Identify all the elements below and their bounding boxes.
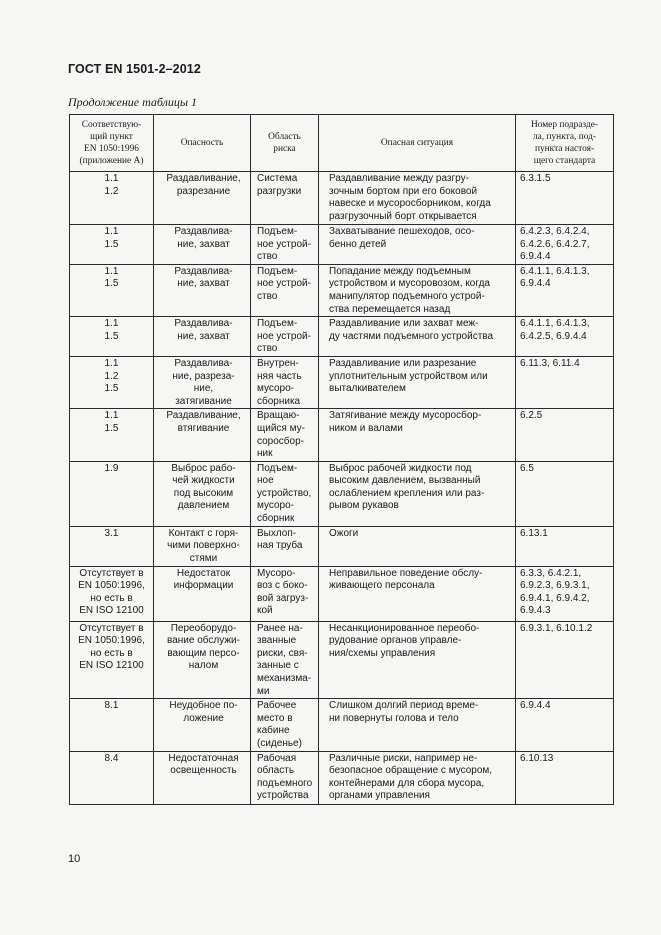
standard-ref-cell [516, 356, 614, 408]
cell-line: ная труба [257, 540, 303, 552]
document-code: ГОСТ EN 1501-2–2012 [68, 62, 201, 76]
cell-line: 1.1 [104, 173, 119, 184]
standard-ref-cell [516, 461, 614, 526]
cell-line: воз с боко- [257, 580, 308, 592]
cell-line: ное устрой- [257, 330, 311, 342]
hazard-cell [154, 699, 251, 751]
cell-line: втягивание [177, 422, 230, 434]
cell-line: 1.1 [104, 357, 119, 369]
cell-line: устройства [257, 790, 309, 802]
situation-cell [319, 172, 516, 225]
cell-line: вающим персо- [167, 647, 240, 659]
risk-zone-cell [251, 526, 319, 566]
cell-line: занные с [257, 660, 299, 672]
cell-line: Раздавливание или разрезание [329, 357, 477, 369]
hazard-cell [154, 264, 251, 316]
cell-line: ство [257, 343, 278, 355]
risk-zone-cell [251, 566, 319, 621]
cell-line: 6.3.3, 6.4.2.1, [520, 567, 582, 579]
cell-line: ни повернуты голова и тело [329, 712, 459, 724]
cell-line: устройством и мусоровозом, когда [329, 278, 490, 290]
cell-line: ное устрой- [257, 238, 311, 250]
cell-line: Выброс рабо- [171, 462, 236, 474]
cell-line: 6.9.4.3 [520, 605, 551, 617]
cell-line: Подъем- [257, 226, 298, 237]
cell-line: место в [257, 712, 293, 724]
cell-line: Мусоро- [257, 567, 296, 579]
cell-line: щего стандарта [533, 156, 596, 166]
risk-zone-cell [251, 409, 319, 461]
cell-line: сборника [257, 395, 301, 407]
hazard-cell [154, 225, 251, 265]
cell-line: устройство, [257, 487, 312, 499]
cell-line: контейнерами для сбора мусора, [329, 777, 485, 789]
cell-line: Раздавлива- [174, 318, 233, 330]
cell-line: Область [268, 132, 301, 142]
table-row [70, 566, 614, 621]
cell-line: ство [257, 290, 278, 302]
cell-line: 6.11.3, 6.11.4 [520, 357, 580, 369]
hazard-table [69, 114, 614, 805]
hazard-cell [154, 356, 251, 408]
cell-line: Неправильное поведение обслу- [329, 567, 483, 579]
standard-ref-cell [516, 699, 614, 751]
risk-zone-cell [251, 699, 319, 751]
cell-line: 3.1 [104, 527, 119, 539]
table-row [70, 526, 614, 566]
cell-line: Выброс рабочей жидкости под [329, 462, 472, 474]
cell-line: 6.2.5 [520, 410, 543, 422]
table-row [70, 621, 614, 699]
cell-line: 6.9.3.1, 6.10.1.2 [520, 622, 593, 634]
cell-line: разгрузки [257, 185, 302, 197]
cell-line: ное устрой- [257, 278, 311, 290]
risk-zone-cell [251, 225, 319, 265]
clause-cell [70, 409, 154, 461]
cell-line: Ранее на- [257, 622, 303, 634]
situation-cell [319, 356, 516, 408]
page-number: 10 [68, 853, 81, 865]
cell-line: (приложение А) [79, 156, 144, 166]
cell-line: 1.1 [104, 226, 119, 237]
cell-line: Раздавливание между разгру- [329, 173, 469, 184]
cell-line: Подъем- [257, 265, 298, 277]
cell-line: 1.5 [104, 278, 119, 290]
standard-ref-cell [516, 225, 614, 265]
clause-cell [70, 566, 154, 621]
situation-cell [319, 461, 516, 526]
cell-line: EN 1050:1996, [78, 580, 145, 592]
cell-line: затягивание [175, 395, 232, 407]
cell-line: EN ISO 12100 [79, 605, 144, 617]
clause-cell [70, 317, 154, 357]
cell-line: ник [257, 448, 273, 460]
situation-cell [319, 225, 516, 265]
cell-line: ние, захват [177, 278, 230, 290]
cell-line: мусоро- [257, 383, 295, 395]
cell-line: вой загруз- [257, 592, 309, 604]
cell-line: 6.5 [520, 462, 534, 474]
cell-line: разгрузочный борт открывается [329, 210, 477, 222]
cell-line: 6.10.13 [520, 752, 554, 764]
standard-ref-cell [516, 264, 614, 316]
hazard-cell [154, 526, 251, 566]
cell-line: Слишком долгий период време- [329, 700, 479, 712]
cell-line: Рабочая [257, 752, 297, 764]
cell-line: ми [257, 685, 270, 697]
cell-line: пункта настоя- [534, 144, 595, 154]
hazard-cell [154, 172, 251, 225]
cell-line: 8.1 [104, 700, 119, 712]
cell-line: бенно детей [329, 238, 387, 250]
cell-line: область [257, 765, 295, 777]
cell-line: ложение [183, 712, 224, 724]
header-situation [319, 115, 516, 172]
cell-line: Недостаток [176, 567, 231, 579]
cell-line: Раздавлива- [174, 226, 233, 237]
cell-line: Опасная ситуация [380, 138, 454, 148]
cell-line: ство [257, 251, 278, 263]
cell-line: 6.4.1.1, 6.4.1.3, [520, 265, 590, 277]
cell-line: высоким давлением, вызванный [329, 475, 481, 487]
clause-cell [70, 172, 154, 225]
cell-line: манипулятор подъемного устрой- [329, 290, 485, 302]
hazard-cell [154, 621, 251, 699]
situation-cell [319, 621, 516, 699]
cell-line: 6.9.4.1, 6.9.4.2, [520, 592, 590, 604]
table-header-row [70, 115, 614, 172]
cell-line: Рабочее [257, 700, 297, 712]
cell-line: Контакт с горя- [168, 527, 239, 539]
cell-line: 6.13.1 [520, 527, 548, 539]
table-row [70, 699, 614, 751]
clause-cell [70, 356, 154, 408]
situation-cell [319, 699, 516, 751]
cell-line: Номер подразде- [530, 120, 599, 130]
standard-ref-cell [516, 566, 614, 621]
cell-line: няя часть [257, 370, 302, 382]
clause-cell [70, 621, 154, 699]
cell-line: риски, свя- [257, 647, 308, 659]
cell-line: ником и валами [329, 422, 403, 434]
hazard-cell [154, 461, 251, 526]
table-row [70, 751, 614, 804]
table-row [70, 461, 614, 526]
cell-line: зочным бортом при его боковой [329, 185, 478, 197]
cell-line: 1.5 [104, 238, 119, 250]
cell-line: Раздавливание или захват меж- [329, 318, 479, 330]
cell-line: Соответствую- [81, 120, 142, 130]
cell-line: чей жидкости [172, 475, 235, 487]
cell-line: налом [188, 660, 219, 672]
situation-cell [319, 566, 516, 621]
cell-line: Система [257, 173, 298, 184]
cell-line: Несанкционированное переобо- [329, 622, 480, 634]
cell-line: 1.5 [104, 330, 119, 342]
cell-line: 6.4.2.3, 6.4.2.4, [520, 226, 590, 237]
cell-line: щийся му- [257, 422, 305, 434]
cell-line: Подъем- [257, 318, 298, 330]
cell-line: Отсутствует в [79, 622, 144, 634]
cell-line: органами управления [329, 790, 430, 802]
standard-ref-cell [516, 526, 614, 566]
cell-line: ное [257, 475, 274, 487]
cell-line: Опасность [180, 138, 224, 148]
cell-line: Раздавливание, [166, 173, 241, 184]
cell-line: но есть в [90, 592, 133, 604]
cell-line: чими поверхно- [167, 540, 240, 552]
header-zone [251, 115, 319, 172]
cell-line: Подъем- [257, 462, 298, 474]
cell-line: 6.9.2.3, 6.9.3.1, [520, 580, 590, 592]
table-row [70, 225, 614, 265]
cell-line: Затягивание между мусоросбор- [329, 410, 482, 422]
risk-zone-cell [251, 621, 319, 699]
cell-line: механизма- [257, 673, 312, 685]
cell-line: (сиденье) [257, 738, 302, 749]
risk-zone-cell [251, 751, 319, 804]
cell-line: 6.4.1.1, 6.4.1.3, [520, 318, 590, 330]
table-row [70, 172, 614, 225]
cell-line: 6.4.2.6, 6.4.2.7, [520, 238, 590, 250]
cell-line: Переоборудо- [170, 622, 237, 634]
cell-line: Неудобное по- [169, 700, 238, 712]
cell-line: Недостаточная [168, 752, 239, 764]
cell-line: разрезание [176, 185, 231, 197]
standard-ref-cell [516, 172, 614, 225]
cell-line: 6.9.4.4 [520, 251, 551, 263]
cell-line: 1.1 [104, 410, 119, 422]
situation-cell [319, 409, 516, 461]
cell-line: ния/схемы управления [329, 647, 436, 659]
header-clause [70, 115, 154, 172]
standard-ref-cell [516, 317, 614, 357]
cell-line: рудование органов управле- [329, 635, 462, 647]
clause-cell [70, 751, 154, 804]
cell-line: но есть в [90, 647, 133, 659]
cell-line: EN 1050:1996, [78, 635, 145, 647]
cell-line: ние, захват [177, 330, 230, 342]
cell-line: ние, разреза- [172, 370, 235, 382]
cell-line: 8.4 [104, 752, 119, 764]
header-hazard [154, 115, 251, 172]
cell-line: щий пункт [90, 132, 133, 142]
clause-cell [70, 699, 154, 751]
hazard-cell [154, 317, 251, 357]
cell-line: соросбор- [257, 435, 304, 447]
clause-cell [70, 225, 154, 265]
situation-cell [319, 751, 516, 804]
cell-line: званные [257, 635, 297, 647]
cell-line: давлением [177, 500, 230, 512]
cell-line: ослаблением крепления или раз- [329, 487, 485, 499]
table-row [70, 356, 614, 408]
hazard-cell [154, 409, 251, 461]
table-caption: Продолжение таблицы 1 [68, 95, 198, 109]
cell-line: выталкивателем [329, 383, 406, 395]
cell-line: 6.9.4.4 [520, 700, 551, 712]
cell-line: Захватывание пешеходов, осо- [329, 226, 475, 237]
clause-cell [70, 526, 154, 566]
cell-line: Выхлоп- [257, 527, 297, 539]
cell-line: Попадание между подъемным [329, 265, 471, 277]
cell-line: 6.4.2.5, 6.9.4.4 [520, 330, 587, 342]
cell-line: 6.9.4.4 [520, 278, 551, 290]
cell-line: рывом рукавов [329, 500, 399, 512]
cell-line: кой [257, 605, 273, 617]
risk-zone-cell [251, 461, 319, 526]
cell-line: Раздавлива- [174, 357, 233, 369]
table-row [70, 264, 614, 316]
hazard-cell [154, 566, 251, 621]
standard-ref-cell [516, 621, 614, 699]
cell-line: мусоро- [257, 500, 295, 512]
header-ref [516, 115, 614, 172]
cell-line: 1.9 [104, 462, 119, 474]
risk-zone-cell [251, 264, 319, 316]
cell-line: 1.2 [104, 185, 119, 197]
hazard-cell [154, 751, 251, 804]
cell-line: 6.3.1.5 [520, 173, 551, 184]
table-row [70, 409, 614, 461]
cell-line: риска [273, 144, 296, 154]
risk-zone-cell [251, 317, 319, 357]
cell-line: Отсутствует в [79, 567, 144, 579]
cell-line: безопасное обращение с мусором, [329, 765, 493, 777]
table-row [70, 317, 614, 357]
situation-cell [319, 526, 516, 566]
cell-line: ние, захват [177, 238, 230, 250]
clause-cell [70, 264, 154, 316]
cell-line: ла, пункта, под- [532, 132, 597, 142]
situation-cell [319, 264, 516, 316]
cell-line: подъемного [257, 777, 313, 789]
cell-line: Ожоги [329, 527, 359, 539]
risk-zone-cell [251, 172, 319, 225]
cell-line: ства перемещается назад [329, 303, 451, 315]
situation-cell [319, 317, 516, 357]
cell-line: 1.5 [104, 383, 119, 395]
cell-line: навеске и мусоросборником, когда [329, 198, 491, 210]
cell-line: ние, [193, 383, 214, 395]
cell-line: Раздавлива- [174, 265, 233, 277]
cell-line: 1.2 [104, 370, 119, 382]
cell-line: EN 1050:1996 [84, 144, 139, 154]
clause-cell [70, 461, 154, 526]
cell-line: ду частями подъемного устройства [329, 330, 494, 342]
cell-line: EN ISO 12100 [79, 660, 144, 672]
cell-line: информации [173, 580, 234, 592]
cell-line: кабине [257, 725, 290, 737]
risk-zone-cell [251, 356, 319, 408]
cell-line: 1.1 [104, 265, 119, 277]
cell-line: сборник [257, 513, 295, 525]
standard-ref-cell [516, 751, 614, 804]
cell-line: Различные риски, например не- [329, 752, 478, 764]
cell-line: 1.5 [104, 422, 119, 434]
cell-line: Вращаю- [257, 410, 300, 422]
cell-line: Раздавливание, [166, 410, 241, 422]
cell-line: Внутрен- [257, 357, 299, 369]
cell-line: под высоким [173, 487, 234, 499]
cell-line: живающего персонала [329, 580, 435, 592]
cell-line: вание обслужи- [167, 635, 240, 647]
cell-line: освещенность [170, 765, 237, 777]
cell-line: 1.1 [104, 318, 119, 330]
cell-line: стями [189, 552, 218, 564]
cell-line: уплотнительным устройством или [329, 370, 488, 382]
standard-ref-cell [516, 409, 614, 461]
